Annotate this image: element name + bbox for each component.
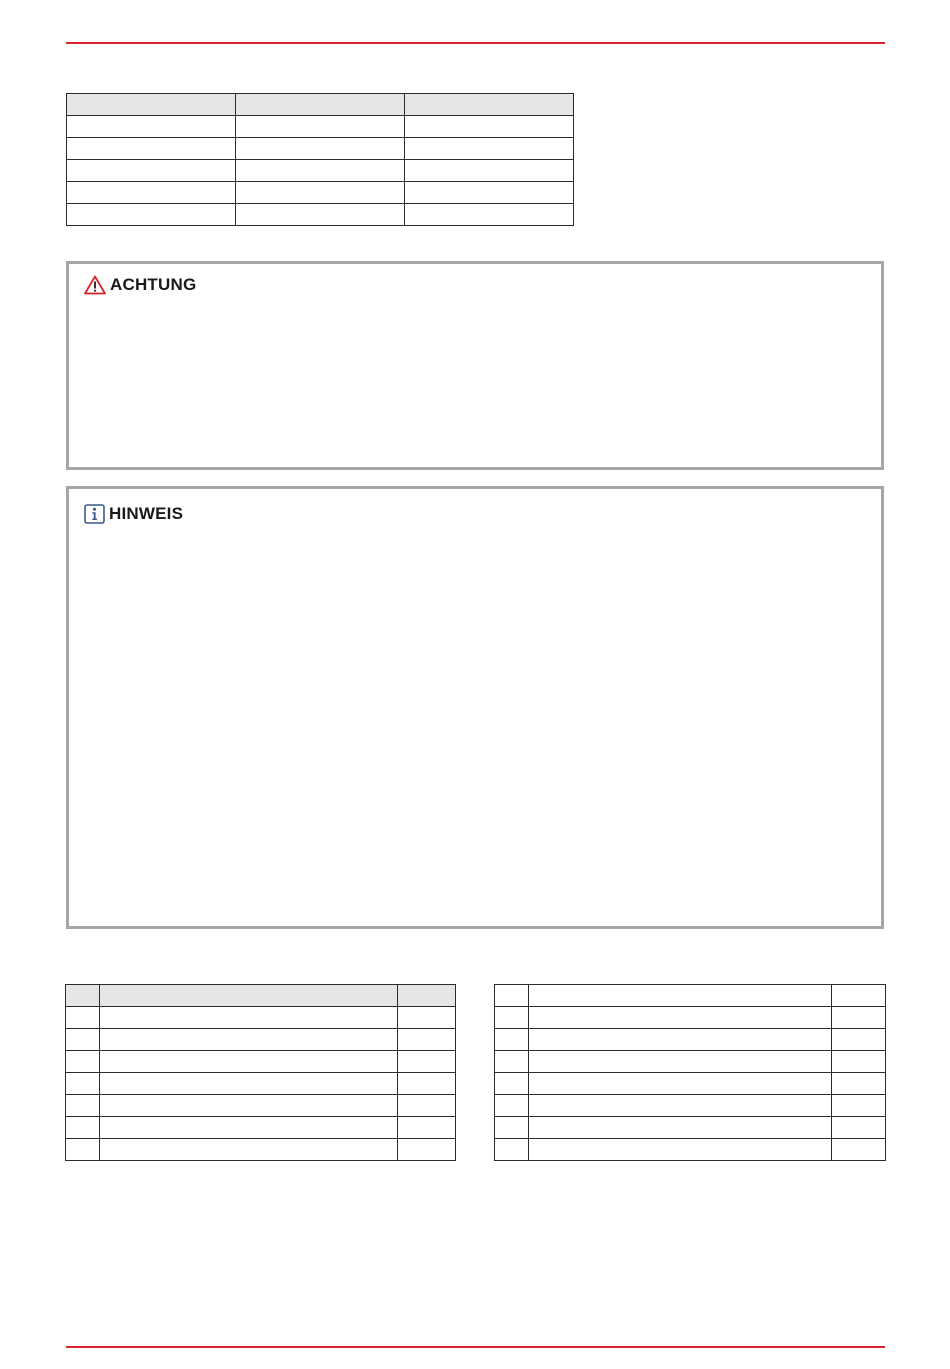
table-cell	[832, 1029, 886, 1051]
table-row	[66, 1051, 456, 1073]
table-row	[495, 1073, 886, 1095]
info-title: HINWEIS	[109, 504, 184, 523]
table-row	[66, 1073, 456, 1095]
table-row	[67, 116, 574, 138]
parts-table-right	[494, 984, 886, 1161]
table-header-cell	[529, 985, 832, 1007]
table-cell	[495, 1117, 529, 1139]
table-cell	[66, 1095, 100, 1117]
table-row	[66, 1029, 456, 1051]
table-cell	[100, 1073, 398, 1095]
table-row	[495, 1139, 886, 1161]
table-cell	[100, 1051, 398, 1073]
table-cell	[66, 1139, 100, 1161]
info-icon	[84, 504, 105, 524]
table-header-cell	[405, 94, 574, 116]
warning-notice-box	[66, 261, 884, 470]
info-notice-box	[66, 486, 884, 929]
table-cell	[529, 1117, 832, 1139]
table-cell	[66, 1073, 100, 1095]
table-cell	[398, 1051, 456, 1073]
table-cell	[529, 1073, 832, 1095]
table-row	[66, 1007, 456, 1029]
table-row	[495, 1095, 886, 1117]
table-cell	[832, 1073, 886, 1095]
table-cell	[405, 138, 574, 160]
warning-heading	[84, 275, 196, 295]
info-heading	[84, 504, 183, 524]
table-cell	[67, 160, 236, 182]
table-cell	[398, 1095, 456, 1117]
table-cell	[67, 116, 236, 138]
table-cell	[495, 1007, 529, 1029]
table-cell	[529, 1051, 832, 1073]
table-cell	[832, 1139, 886, 1161]
footer-rule	[66, 1346, 885, 1348]
table-row	[495, 1051, 886, 1073]
spec-table	[66, 93, 574, 226]
warning-triangle-icon	[84, 275, 106, 295]
table-cell	[67, 182, 236, 204]
table-cell	[832, 1051, 886, 1073]
table-cell	[495, 1139, 529, 1161]
table-cell	[529, 1029, 832, 1051]
table-header-cell	[66, 985, 100, 1007]
table-cell	[236, 160, 405, 182]
table-row	[495, 1029, 886, 1051]
warning-title: ACHTUNG	[110, 275, 197, 294]
table-header-cell	[67, 94, 236, 116]
table-cell	[100, 1095, 398, 1117]
table-header-cell	[832, 985, 886, 1007]
header-rule	[66, 42, 885, 44]
table-header-row	[495, 985, 886, 1007]
table-cell	[529, 1007, 832, 1029]
table-row	[66, 1139, 456, 1161]
table-header-row	[66, 985, 456, 1007]
table-header-cell	[495, 985, 529, 1007]
table-cell	[66, 1007, 100, 1029]
table-cell	[236, 182, 405, 204]
table-row	[495, 1117, 886, 1139]
table-row	[67, 138, 574, 160]
table-cell	[529, 1095, 832, 1117]
table-cell	[236, 204, 405, 226]
table-cell	[405, 204, 574, 226]
table-row	[495, 1007, 886, 1029]
table-cell	[236, 116, 405, 138]
table-cell	[66, 1029, 100, 1051]
table-cell	[495, 1095, 529, 1117]
table-cell	[66, 1117, 100, 1139]
table-cell	[495, 1051, 529, 1073]
table-cell	[832, 1095, 886, 1117]
table-row	[66, 1095, 456, 1117]
table-cell	[100, 1007, 398, 1029]
table-row	[67, 204, 574, 226]
table-row	[67, 182, 574, 204]
table-cell	[398, 1139, 456, 1161]
table-cell	[100, 1029, 398, 1051]
table-cell	[398, 1117, 456, 1139]
table-header-cell	[100, 985, 398, 1007]
table-cell	[405, 116, 574, 138]
table-header-row	[67, 94, 574, 116]
table-cell	[66, 1051, 100, 1073]
table-cell	[236, 138, 405, 160]
table-cell	[100, 1117, 398, 1139]
table-cell	[832, 1117, 886, 1139]
table-cell	[100, 1139, 398, 1161]
table-cell	[398, 1007, 456, 1029]
table-cell	[495, 1029, 529, 1051]
table-cell	[398, 1073, 456, 1095]
parts-table-left	[65, 984, 456, 1161]
table-cell	[405, 160, 574, 182]
table-cell	[67, 204, 236, 226]
table-cell	[529, 1139, 832, 1161]
table-cell	[832, 1007, 886, 1029]
table-row	[67, 160, 574, 182]
table-cell	[495, 1073, 529, 1095]
table-header-cell	[236, 94, 405, 116]
table-header-cell	[398, 985, 456, 1007]
table-cell	[398, 1029, 456, 1051]
table-cell	[405, 182, 574, 204]
table-cell	[67, 138, 236, 160]
table-row	[66, 1117, 456, 1139]
